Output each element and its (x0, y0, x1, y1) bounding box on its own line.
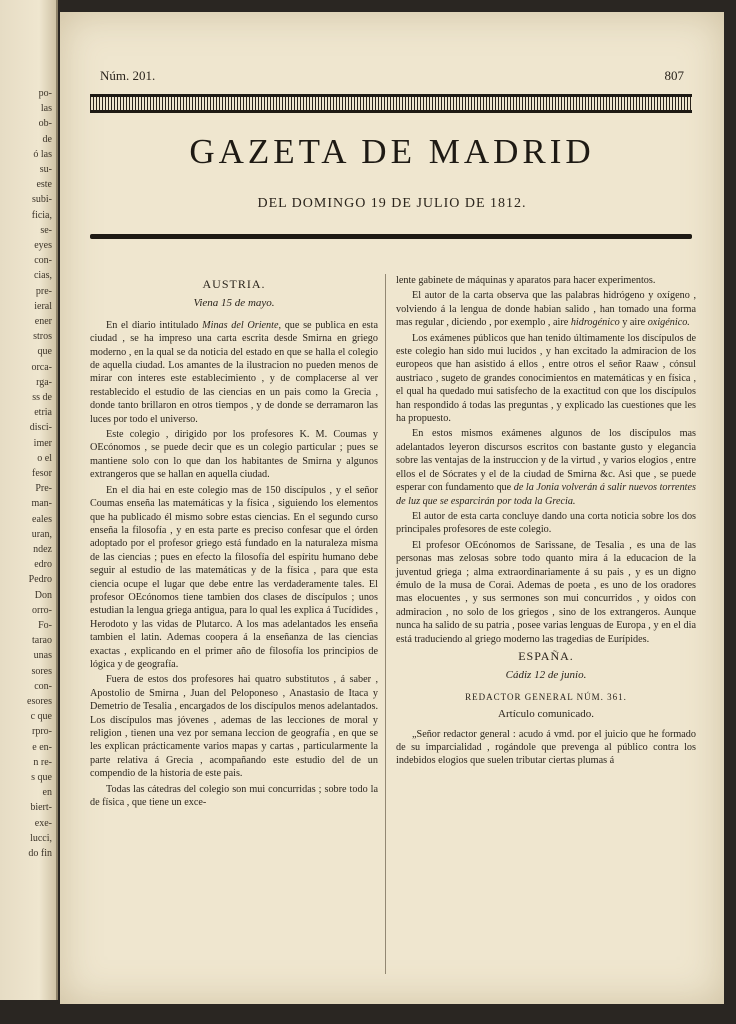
right-column (396, 274, 696, 770)
left-page-fragment: las (40, 103, 52, 115)
left-page-fragment: ó las (33, 148, 52, 160)
left-page-fragment: exe- (34, 817, 52, 829)
left-page-fragment: uran, (31, 528, 52, 540)
left-page-fragment: s que (31, 772, 52, 783)
column-divider (385, 274, 386, 974)
left-page-fragment: este (36, 179, 52, 191)
left-page-fragment: disci- (29, 422, 52, 434)
left-page-fragment: c que (30, 711, 52, 723)
masthead-title: GAZETA DE MADRID (189, 132, 595, 171)
left-page-fragment: de (42, 133, 52, 145)
paragraph: „Señor redactor general : acudo á vmd. por el juicio que he formado de su imparcialidad , rogándole que prevenga al público contra los indebidos elogios que suelen tributar ciertas plumas á (396, 728, 696, 767)
left-page-fragment: etria (34, 407, 52, 419)
paragraph: En el diario intitulado Minas del Oriente, que se publica en esta ciudad , se ha impreso una carta escrita desde Smirna en griego moderno , en la qual se da noticia del estado en que se halla el colegio de aquella ciudad. Los amantes de la ilustracion no pueden menos de mirar con interes este establecimiento , y de complacerse al ver restablecido el estudio de las ciencias en un pais como la Grecia , donde tanto brillaron en otros tiempos , y de donde se derramaron las luces por todo el universo. (90, 319, 378, 425)
left-page-fragment: con- (34, 680, 52, 692)
left-page-fragment: rga- (36, 376, 52, 388)
left-page-fragment: ndez (33, 544, 52, 555)
espana-dateline: Cádiz 12 de junio. (505, 669, 587, 682)
left-page-fragment: orro- (32, 604, 52, 616)
left-page-fragment: Pedro (28, 574, 52, 586)
left-page-fragment: sores (31, 665, 52, 677)
article-subheading: Artículo comunicado. (498, 708, 594, 721)
paragraph: En estos mismos exámenes algunos de los discípulos mas adelantados leyeron discursos escritos con bastante gusto y elegancia sobre las ventajas de la instruccion y de la virtud , y varios elogios , entre ellos el de Sócrates y el de la ciudad de Smirna &c. Asi que , se puede esperar con fundamento que de la Jonia volverán á salir nuevos torrentes de luz que se esparcirán por toda la Grecia. (396, 428, 696, 507)
paragraph: En el dia hai en este colegio mas de 150 discípulos , y el señor Coumas enseña las matemáticas y la física , siguiendo los elementos que ha publicado él mismo sobre estas ciencias. En el segundo curso enseña la filosofía , y en esta parte es preciso confesar que el órden adoptado por el profesor griego está fundado en la naturaleza misma de las ciencias ; pues en efecto la filosofía del espíritu humano debe seguir al estudio de las matemáticas y de la física , para que esta ciencia ocupe el lugar que debe entre las verdaderamente tales. El profesor OEcónomos tiene tambien dos clases de discípulos ; unos estudian la lengua griega antigua, para lo qual les explica á Tucídides , Herodoto y las vidas de Plutarco. A los mas adelantados les enseña tambien el latin. Ademas coopera á la enseñanza de las ciencias exactas , explicando en el primer año de filosofía los principios de lógica y de geografía. (90, 484, 378, 670)
left-page-fragment: lucci, (30, 832, 52, 844)
left-page-fragment: e en- (32, 741, 52, 753)
left-page-fragment: ieral (34, 300, 52, 312)
left-page-fragment: ob- (38, 118, 52, 130)
left-page-fragment: Fo- (38, 620, 52, 631)
left-page-fragment: Don (34, 589, 52, 601)
left-column (90, 274, 378, 811)
left-page-fragment: stros (33, 331, 52, 343)
section-heading-espana: ESPAÑA. (518, 648, 574, 663)
left-page-fragment: eyes (34, 240, 52, 251)
page-number: 807 (664, 68, 684, 83)
left-page-fragment: se- (40, 224, 52, 236)
left-page-fragment: cias, (33, 270, 52, 282)
issue-number: Núm. 201. (100, 68, 156, 83)
left-page-fragment: edro (34, 559, 52, 571)
left-page-fragment: esores (27, 696, 52, 707)
left-page-fragment: ss de (32, 392, 52, 403)
paragraph: Los exámenes públicos que han tenido últimamente los discípulos de este colegio han sido mui lucidos , y han excitado la admiracion de los europeos que han asistido á ellos , entre otros el señor Raaw , cónsul austriaco , sugeto de grandes conocimientos en matemáticas y en física , el qual ha quedado mui satisfecho de la exactitud con que los discípulos han respondido á todas las preguntas , y explicado las cuestiones que les ha propuesto. (396, 332, 696, 425)
left-page-fragment: o el (37, 452, 52, 464)
left-page-fragment: fesor (32, 468, 52, 479)
left-page-fragment: ficia, (31, 209, 52, 221)
left-page-fragment: po- (38, 88, 52, 99)
header-rule (90, 234, 692, 239)
left-page-fragment: n re- (33, 756, 52, 768)
editor-line: REDACTOR GENERAL NÚM. 361. (465, 691, 627, 702)
left-page-fragment: pre- (35, 285, 52, 297)
ornamental-rule (90, 94, 692, 113)
paragraph: Todas las cátedras del colegio son mui concurridas ; sobre todo la de física , que tiene un exce- (90, 783, 378, 809)
adjacent-left-page (0, 0, 58, 1000)
left-page-fragment: subi- (32, 194, 52, 206)
paragraph: Fuera de estos dos profesores hai quatro substitutos , á saber , Apostolio de Smirna , Juan del Peloponeso , Anastasio de Itaca y Demetrio de Tesalia , encargados de los discípulos menos adelantados. Los discípulos mas jóvenes , ademas de las lecciones de moral y religion , tienen una vez por semana leccion de geografía , en que se les explican prácticamente varios mapas y cartas , particularmente la parte relativa á Grecia , acompañando este estudio del de un compendio de la historia de este pais. (90, 674, 378, 780)
left-page-fragment: do fin (28, 848, 52, 859)
paragraph: lente gabinete de máquinas y aparatos para hacer experimentos. (396, 275, 656, 286)
left-page-fragment: ener (34, 316, 52, 327)
issue-dateline: DEL DOMINGO 19 DE JULIO DE 1812. (257, 196, 527, 211)
paragraph: Este colegio , dirigido por los profesores K. M. Coumas y OEcónomos , se puede decir que es un colegio particular ; pues se mantiene solo con lo que dan los habitantes de Smirna y algunos extrangeros que se hallan en aquella ciudad. (90, 429, 378, 481)
left-page-fragment: man- (31, 498, 52, 510)
left-page-fragment: imer (33, 437, 52, 449)
left-page-fragment: eales (32, 513, 52, 525)
left-page-fragment: con- (34, 255, 52, 267)
left-page-fragment: su- (39, 164, 52, 175)
section-heading-austria: AUSTRIA. (202, 277, 266, 291)
left-page-fragment: en (42, 787, 52, 799)
paragraph: El profesor OEcónomos de Sarissane, de Tesalia , es una de las personas mas zelosas sobre todo quanto mira á la educacion de la juventud griega ; alma extraordinariamente á su pais , y es un digno émulo de la musa de Corai. Ademas de poeta , es uno de los oradores mas elocuentes , y sus sermones son mui concurridos , y oidos con admiracion , no solo de los griegos , sino de los extrangeros. Aunque nunca ha salido de su patria , posee varias lenguas de Europa , y en el dia está traduciendo al griego moderno las tragedias de Eurípides. (396, 539, 696, 645)
left-page-fragment: Pre- (35, 483, 52, 495)
left-page-fragment: que (37, 346, 52, 358)
left-page-fragment: unas (33, 650, 52, 662)
austria-dateline: Viena 15 de mayo. (193, 297, 275, 310)
left-page-fragment: tarao (32, 635, 52, 647)
newspaper-page (60, 12, 724, 1004)
paragraph: El autor de esta carta concluye dando una corta noticia sobre los dos principales profesores de este colegio. (396, 510, 696, 536)
left-page-fragment: rpro- (32, 726, 52, 738)
paragraph: El autor de la carta observa que las palabras hidrógeno y oxígeno , volviendo á la lengua de donde habian salido , han tomado una forma mas regular , diciendo , por exemplo , aire hidrogénico y aire oxigénico. (396, 290, 696, 329)
left-page-fragment: orca- (31, 361, 52, 373)
left-page-fragment: biert- (30, 802, 52, 814)
